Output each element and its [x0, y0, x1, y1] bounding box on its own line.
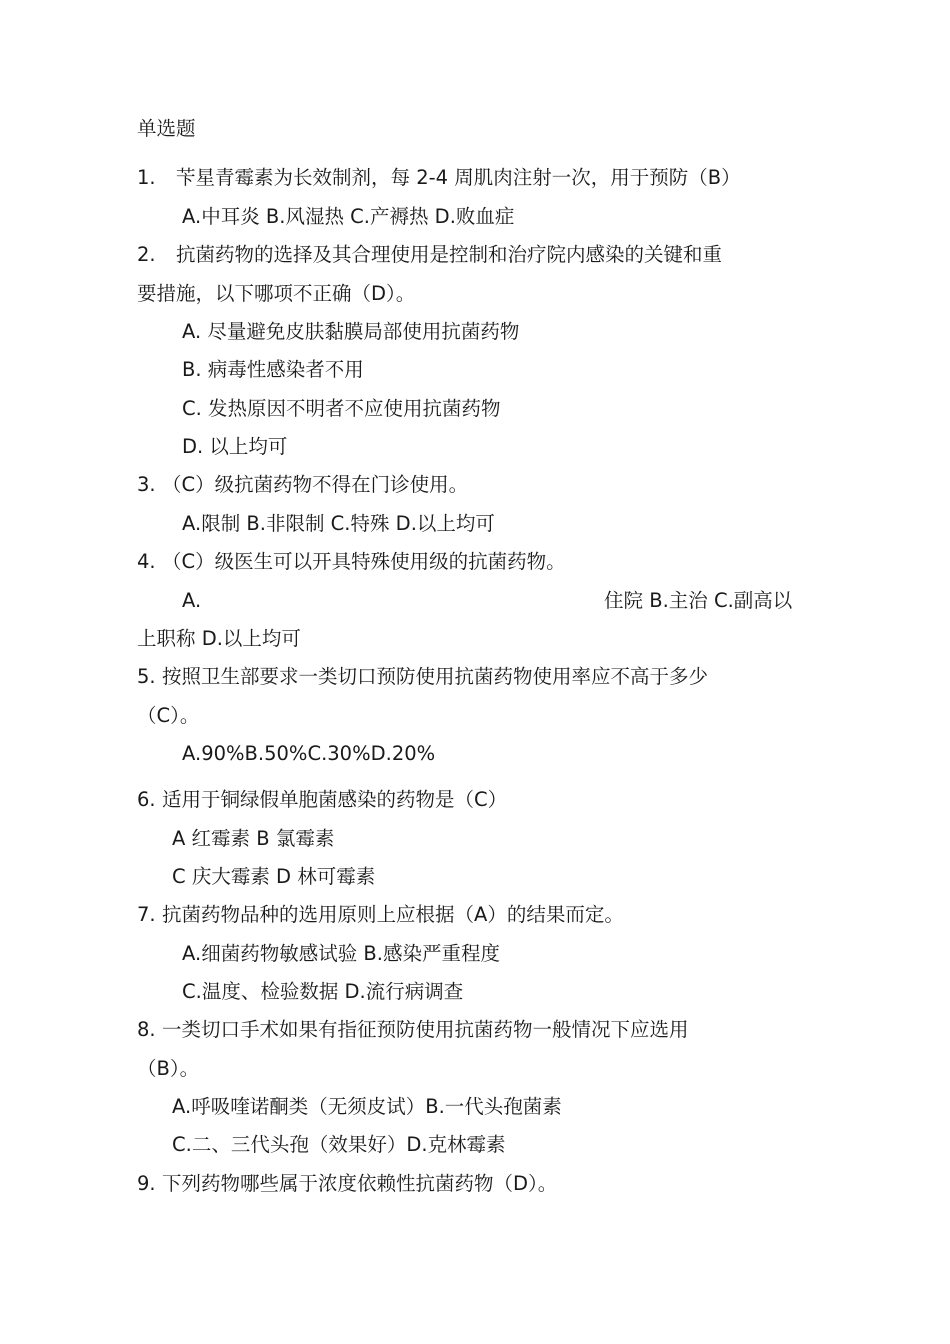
question-4-option-a: A. — [182, 589, 202, 612]
question-6-options-line1: A 红霉素 B 氯霉素 — [172, 827, 335, 850]
question-2-text-line1: 抗菌药物的选择及其合理使用是控制和治疗院内感染的关键和重 — [176, 243, 723, 266]
question-1-number: 1. — [137, 166, 156, 189]
question-4-options-rest: 住院 B.主治 C.副高以 — [604, 589, 793, 612]
question-5-text-line2: （C）。 — [137, 704, 200, 727]
question-3-number: 3. — [137, 473, 156, 496]
section-heading: 单选题 — [137, 117, 196, 140]
question-7-options-line1: A.细菌药物敏感试验 B.感染严重程度 — [182, 942, 500, 965]
question-2-number: 2. — [137, 243, 156, 266]
question-7-number: 7. — [137, 903, 156, 926]
question-2-option-c: C. 发热原因不明者不应使用抗菌药物 — [182, 397, 501, 420]
question-4-number: 4. — [137, 550, 156, 573]
question-5-number: 5. — [137, 665, 156, 688]
question-3-text: （C）级抗菌药物不得在门诊使用。 — [162, 473, 469, 496]
question-2-text-line2: 要措施，以下哪项不正确（D）。 — [137, 282, 416, 305]
question-4-text: （C）级医生可以开具特殊使用级的抗菌药物。 — [162, 550, 566, 573]
question-1-options: A.中耳炎 B.风湿热 C.产褥热 D.败血症 — [182, 205, 515, 228]
question-7-text: 抗菌药物品种的选用原则上应根据（A）的结果而定。 — [162, 903, 624, 926]
question-4-options-wrap: 上职称 D.以上均可 — [137, 627, 301, 650]
question-8-text-line2: （B）。 — [137, 1057, 200, 1080]
question-6-text: 适用于铜绿假单胞菌感染的药物是（C） — [162, 788, 508, 811]
question-8-text-line1: 一类切口手术如果有指征预防使用抗菌药物一般情况下应选用 — [162, 1018, 689, 1041]
question-1-text: 苄星青霉素为长效制剂，每 2-4 周肌肉注射一次，用于预防（B） — [176, 166, 741, 189]
question-9-text: 下列药物哪些属于浓度依赖性抗菌药物（D）。 — [162, 1172, 558, 1195]
question-7-options-line2: C.温度、检验数据 D.流行病调查 — [182, 980, 464, 1003]
question-3-options: A.限制 B.非限制 C.特殊 D.以上均可 — [182, 512, 495, 535]
question-8-options-line2: C.二、三代头孢（效果好）D.克林霉素 — [172, 1133, 506, 1156]
question-6-options-line2: C 庆大霉素 D 林可霉素 — [172, 865, 376, 888]
question-8-number: 8. — [137, 1018, 156, 1041]
question-6-number: 6. — [137, 788, 156, 811]
question-5-options: A.90%B.50%C.30%D.20% — [182, 742, 436, 765]
question-8-options-line1: A.呼吸喹诺酮类（无须皮试）B.一代头孢菌素 — [172, 1095, 562, 1118]
question-2-option-d: D. 以上均可 — [182, 435, 288, 458]
question-2-option-a: A. 尽量避免皮肤黏膜局部使用抗菌药物 — [182, 320, 520, 343]
question-9-number: 9. — [137, 1172, 156, 1195]
question-2-option-b: B. 病毒性感染者不用 — [182, 358, 364, 381]
question-5-text-line1: 按照卫生部要求一类切口预防使用抗菌药物使用率应不高于多少 — [162, 665, 709, 688]
